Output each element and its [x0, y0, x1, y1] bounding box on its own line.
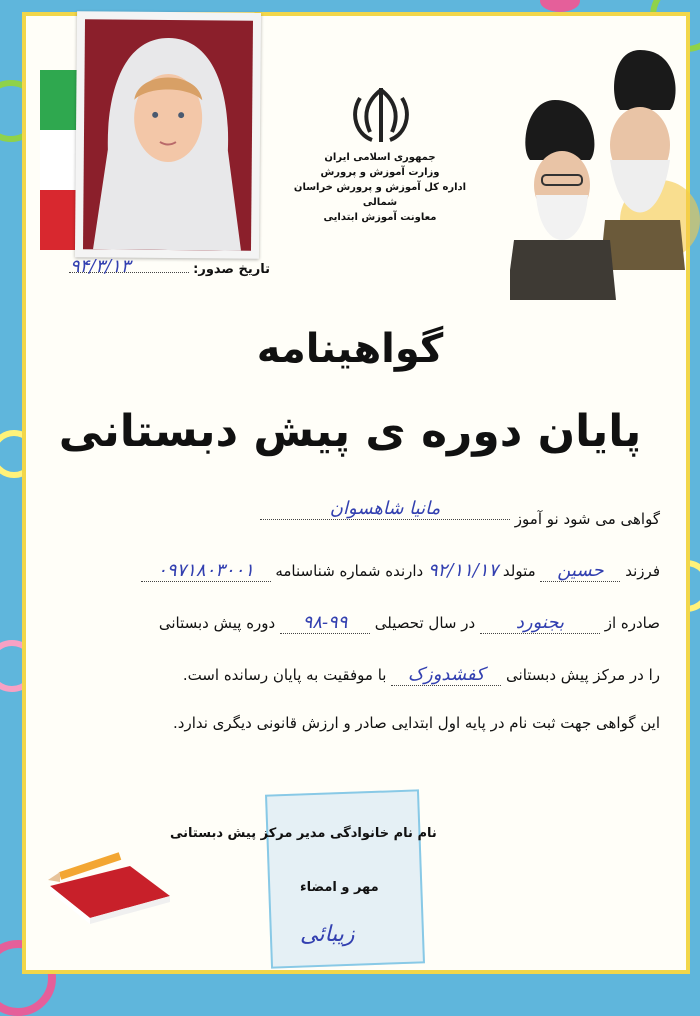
child-of-label: فرزند — [625, 562, 660, 580]
center-prefix: را در مرکز پیش دبستانی — [506, 666, 660, 684]
issue-date-value: ۹۴/۳/۱۳ — [70, 256, 131, 277]
father-name: حسین — [557, 560, 604, 581]
birth-date: ۹۲/۱۱/۱۷ — [428, 560, 499, 581]
issue-date-label: تاریخ صدور: — [193, 262, 270, 277]
body-line-4 — [183, 664, 660, 686]
id-number: ۰۹۷۱۸۰۳۰۰۱ — [157, 560, 254, 581]
student-prefix: گواهی می شود نو آموز — [514, 510, 660, 528]
issue-date — [60, 256, 270, 277]
director-label: نام نام خانوادگی مدیر مرکز پیش دبستانی — [170, 826, 437, 841]
frame-circle-decoration — [540, 0, 580, 12]
certificate-subtitle: پایان دوره ی پیش دبستانی — [58, 406, 642, 457]
body-line-5 — [173, 714, 660, 732]
student-name: مانیا شاهسوان — [329, 498, 441, 519]
issued-from: بجنورد — [515, 612, 564, 633]
seal-signature-label: مهر و امضاء — [300, 880, 379, 895]
center-suffix: با موفقیت به پایان رسانده است. — [182, 666, 387, 684]
student-photo — [75, 11, 261, 259]
student-portrait-image — [83, 19, 253, 250]
issued-from-label: صادره از — [604, 614, 660, 632]
header-line: جمهوری اسلامی ایران — [324, 152, 436, 163]
header-line: معاونت آموزش ابتدایی — [323, 212, 437, 223]
body-line-1 — [260, 498, 660, 530]
born-label: متولد — [502, 562, 536, 580]
ministry-header — [290, 150, 470, 225]
director-signature: زیبائی — [300, 922, 355, 947]
leaders-portrait — [510, 40, 700, 300]
school-year-label: در سال تحصیلی — [374, 614, 476, 632]
certificate-title: گواهینامه — [256, 326, 444, 372]
course-label: دوره پیش دبستانی — [158, 614, 276, 632]
iran-emblem-icon — [348, 86, 414, 146]
body-line-2 — [141, 560, 660, 582]
center-name: کفشدوزک — [407, 664, 485, 685]
validity-note: این گواهی جهت ثبت نام در پایه اول ابتدایی صادر و ارزش قانونی دیگری ندارد. — [173, 714, 660, 732]
body-line-3 — [159, 612, 660, 634]
header-line: اداره کل آموزش و پرورش خراسان شمالی — [293, 182, 467, 208]
book-pencil-icon — [40, 846, 180, 926]
id-label: دارنده شماره شناسنامه — [275, 562, 424, 580]
school-year: ۹۸-۹۹ — [302, 612, 348, 633]
header-line: وزارت آموزش و پرورش — [320, 167, 440, 178]
